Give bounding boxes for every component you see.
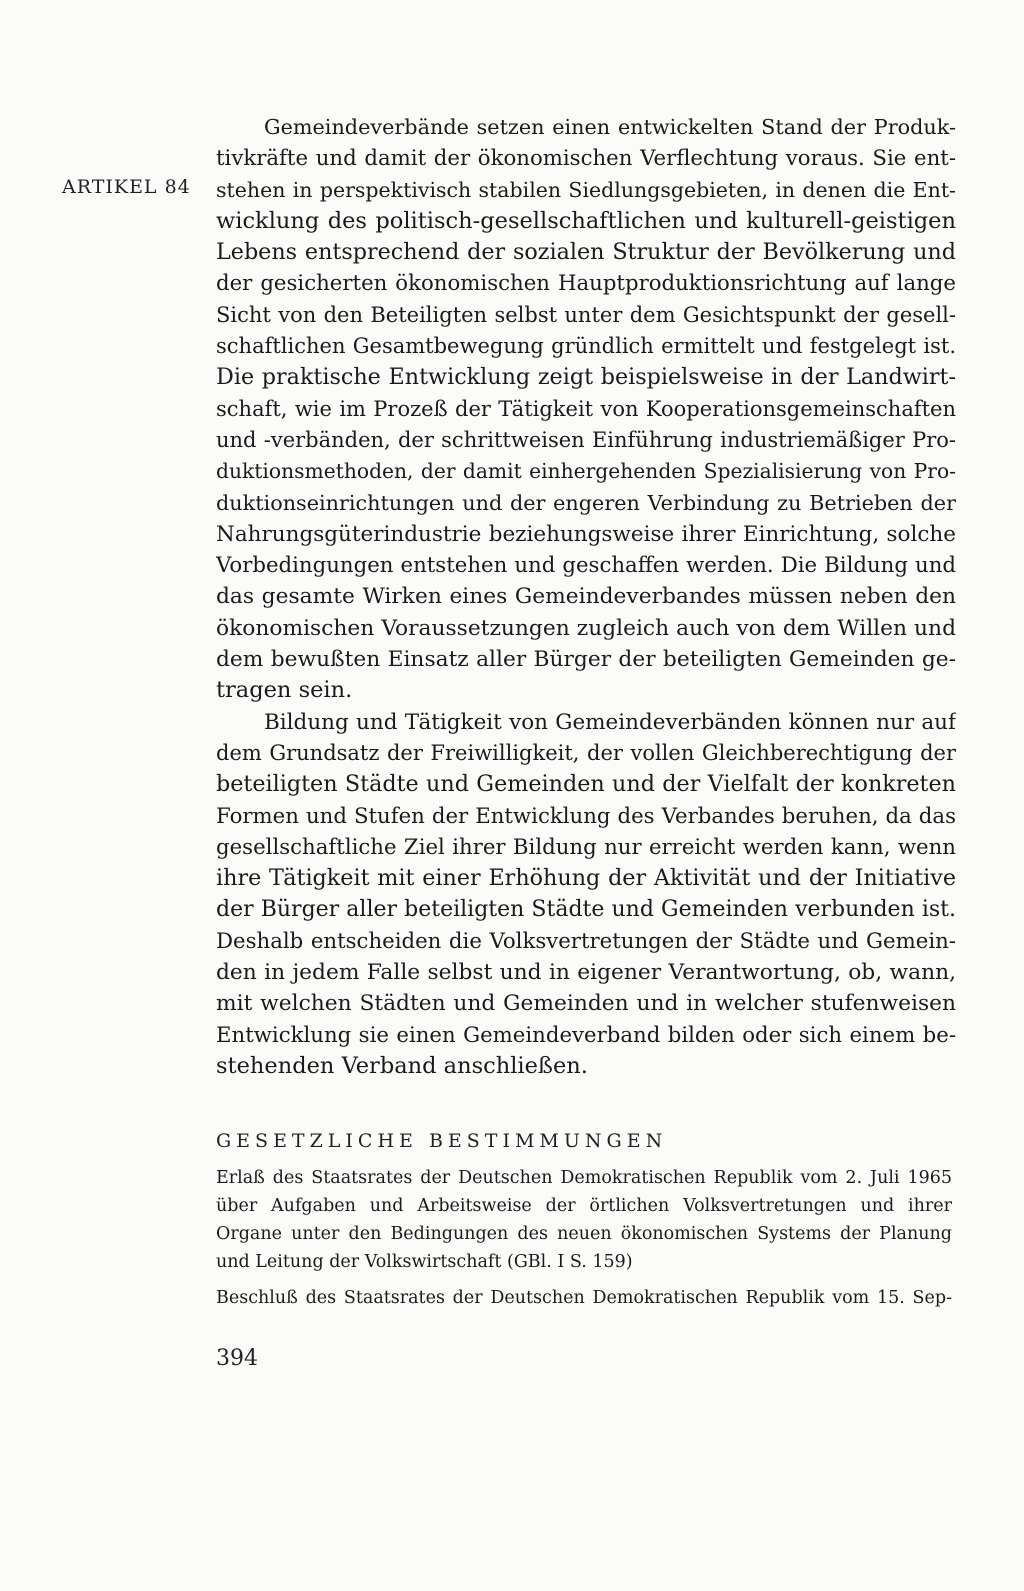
law-line: Organe unter den Bedingungen des neuen ökonomischen Systems der Planung xyxy=(216,1224,952,1244)
text-line: und -verbänden, der schrittweisen Einführung industriemäßiger Pro- xyxy=(216,427,956,452)
section-heading: GESETZLICHE BESTIMMUNGEN xyxy=(216,1130,668,1152)
text-line: Vorbedingungen entstehen und geschaffen werden. Die Bildung und xyxy=(216,553,956,579)
text-line: stehenden Verband anschließen. xyxy=(216,1052,588,1079)
text-line: Sicht von den Beteiligten selbst unter dem Gesichtspunkt der gesell- xyxy=(216,302,956,327)
text-line: Lebens entsprechend der sozialen Struktur der Bevölkerung und xyxy=(216,239,956,266)
text-line: tragen sein. xyxy=(216,677,353,704)
text-line: tivkräfte und damit der ökonomischen Verflechtung voraus. Sie ent- xyxy=(216,146,956,172)
article-margin-label: ARTIKEL 84 xyxy=(62,176,191,198)
text-line: ihre Tätigkeit mit einer Erhöhung der Aktivität und der Initiative xyxy=(216,865,956,892)
text-line: duktionsmethoden, der damit einhergehenden Spezialisierung von Pro- xyxy=(216,459,956,484)
text-line: der gesicherten ökonomischen Hauptproduktionsrichtung auf lange xyxy=(216,271,956,297)
law-entry-2 xyxy=(216,1284,952,1312)
text-line: der Bürger aller beteiligten Städte und Gemeinden verbunden ist. xyxy=(216,897,956,923)
text-line: schaftlichen Gesamtbewegung gründlich ermittelt und festgelegt ist. xyxy=(216,334,956,359)
text-line: wicklung des politisch-gesellschaftlichen und kulturell-geistigen xyxy=(216,207,956,234)
law-entry-1 xyxy=(216,1164,952,1276)
text-line: gesellschaftliche Ziel ihrer Bildung nur erreicht werden kann, wenn xyxy=(216,834,956,860)
text-line: duktionseinrichtungen und der engeren Verbindung zu Betrieben der xyxy=(216,490,956,515)
law-line: über Aufgaben und Arbeitsweise der örtlichen Volksvertretungen und ihrer xyxy=(216,1196,952,1216)
text-line: das gesamte Wirken eines Gemeindeverbandes müssen neben den xyxy=(216,584,956,610)
text-line: den in jedem Falle selbst und in eigener Verantwortung, ob, wann, xyxy=(216,960,956,986)
law-line: und Leitung der Volkswirtschaft (GBl. I S. 159) xyxy=(216,1252,633,1272)
text-line: Die praktische Entwicklung zeigt beispielsweise in der Landwirt- xyxy=(216,364,956,391)
law-line: Erlaß des Staatsrates der Deutschen Demokratischen Republik vom 2. Juli 1965 xyxy=(216,1168,952,1188)
text-line: Nahrungsgüterindustrie beziehungsweise ihrer Einrichtung, solche xyxy=(216,521,956,547)
text-line: Formen und Stufen der Entwicklung des Verbandes beruhen, da das xyxy=(216,803,956,829)
text-line: Entwicklung sie einen Gemeindeverband bilden oder sich einem be- xyxy=(216,1022,956,1048)
text-line: Deshalb entscheiden die Volksvertretungen der Städte und Gemein- xyxy=(216,928,956,954)
text-line: dem Grundsatz der Freiwilligkeit, der vollen Gleichberechtigung der xyxy=(216,740,956,765)
text-line: ökonomischen Voraussetzungen zugleich auch von dem Willen und xyxy=(216,615,956,641)
article-body xyxy=(216,112,956,1082)
page-number: 394 xyxy=(216,1346,258,1371)
text-line: beteiligten Städte und Gemeinden und der Vielfalt der konkreten xyxy=(216,771,956,798)
text-line: schaft, wie im Prozeß der Tätigkeit von Kooperationsgemeinschaften xyxy=(216,396,956,421)
text-line: mit welchen Städten und Gemeinden und in welcher stufenweisen xyxy=(216,991,956,1017)
paragraph-1 xyxy=(216,112,956,707)
legal-provisions xyxy=(216,1164,952,1312)
law-line: Beschluß des Staatsrates der Deutschen Demokratischen Republik vom 15. Sep- xyxy=(216,1288,952,1308)
text-line: Bildung und Tätigkeit von Gemeindeverbänden können nur auf xyxy=(264,709,956,735)
text-line: stehen in perspektivisch stabilen Siedlungsgebieten, in denen die Ent- xyxy=(216,177,956,202)
paragraph-2 xyxy=(216,707,956,1083)
text-line: Gemeindeverbände setzen einen entwickelten Stand der Produk- xyxy=(264,115,956,139)
text-line: dem bewußten Einsatz aller Bürger der beteiligten Gemeinden ge- xyxy=(216,647,956,673)
